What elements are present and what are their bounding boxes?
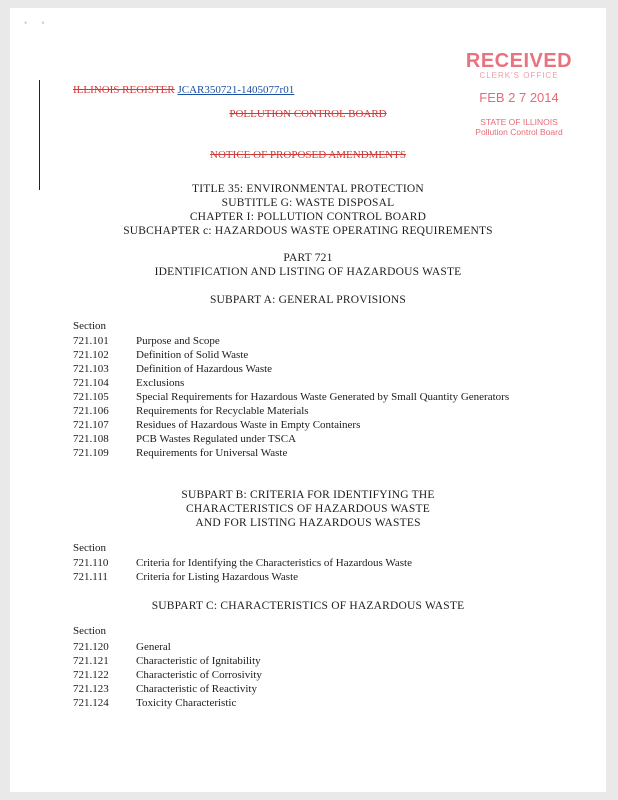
section-title: Criteria for Identifying the Characteristics of Hazardous Waste xyxy=(136,557,412,569)
title-heading xyxy=(10,182,606,238)
section-title: Characteristic of Reactivity xyxy=(136,683,257,695)
section-number: 721.123 xyxy=(73,683,109,695)
subpart-a-heading: SUBPART A: GENERAL PROVISIONS xyxy=(209,294,407,306)
subpart-b-heading-line-3: AND FOR LISTING HAZARDOUS WASTES xyxy=(195,517,421,529)
section-row[interactable] xyxy=(73,682,516,696)
section-number: 721.110 xyxy=(73,557,109,569)
section-title: Exclusions xyxy=(136,377,185,389)
received-stamp xyxy=(464,50,574,137)
section-title: Requirements for Recyclable Materials xyxy=(136,405,309,417)
section-title: Definition of Hazardous Waste xyxy=(136,363,273,375)
title-line-3: CHAPTER I: POLLUTION CONTROL BOARD xyxy=(189,211,427,223)
stamp-board: Pollution Control Board xyxy=(475,127,563,137)
section-title: Criteria for Listing Hazardous Waste xyxy=(136,571,299,583)
document-page xyxy=(10,8,606,792)
section-number: 721.105 xyxy=(73,391,109,403)
scan-smudge: • • xyxy=(24,18,51,28)
subpart-b-list xyxy=(73,556,516,584)
part-name: IDENTIFICATION AND LISTING OF HAZARDOUS WASTE xyxy=(154,266,462,278)
section-number: 721.121 xyxy=(73,655,109,667)
section-title: Characteristic of Corrosivity xyxy=(136,669,262,681)
jcar-code-link[interactable]: JCAR350721-1405077r01 xyxy=(177,84,295,96)
subpart-b-heading-line-2: CHARACTERISTICS OF HAZARDOUS WASTE xyxy=(186,503,430,515)
title-line-4: SUBCHAPTER c: HAZARDOUS WASTE OPERATING REQUIREMENTS xyxy=(123,225,493,237)
title-line-1: TITLE 35: ENVIRONMENTAL PROTECTION xyxy=(192,183,424,195)
section-number: 721.104 xyxy=(73,377,109,389)
section-title: General xyxy=(136,641,171,653)
register-header xyxy=(73,84,294,96)
subpart-a-list xyxy=(73,334,516,460)
section-row[interactable] xyxy=(73,376,516,390)
section-row[interactable] xyxy=(73,348,516,362)
subpart-b-heading-line-1: SUBPART B: CRITERIA FOR IDENTIFYING THE xyxy=(181,489,435,501)
section-number: 721.109 xyxy=(73,447,109,459)
section-title: Residues of Hazardous Waste in Empty Containers xyxy=(136,419,361,431)
section-title: Special Requirements for Hazardous Waste Generated by Small Quantity Generators xyxy=(136,391,510,403)
section-row[interactable] xyxy=(73,640,516,654)
section-title: Purpose and Scope xyxy=(136,335,220,347)
section-title: Characteristic of Ignitability xyxy=(136,655,261,667)
stamp-received: RECEIVED xyxy=(465,50,573,72)
stamp-state-block xyxy=(464,117,574,137)
board-name: POLLUTION CONTROL BOARD xyxy=(229,108,387,120)
section-row[interactable] xyxy=(73,432,516,446)
stamp-date: FEB 2 7 2014 xyxy=(479,90,559,105)
notice-title: NOTICE OF PROPOSED AMENDMENTS xyxy=(210,149,406,161)
register-name: ILLINOIS REGISTER xyxy=(73,84,175,96)
section-label-b: Section xyxy=(73,542,106,554)
section-row[interactable] xyxy=(73,334,516,348)
section-row[interactable] xyxy=(73,668,516,682)
section-number: 721.108 xyxy=(73,433,109,445)
stamp-clerk: CLERK'S OFFICE xyxy=(479,71,559,80)
part-heading xyxy=(10,251,606,279)
section-number: 721.102 xyxy=(73,349,109,361)
title-line-2: SUBTITLE G: WASTE DISPOSAL xyxy=(221,197,395,209)
section-title: PCB Wastes Regulated under TSCA xyxy=(136,433,297,445)
stamp-state: STATE OF ILLINOIS xyxy=(480,117,558,127)
section-row[interactable] xyxy=(73,362,516,376)
section-number: 721.101 xyxy=(73,335,109,347)
subpart-c-heading: SUBPART C: CHARACTERISTICS OF HAZARDOUS WASTE xyxy=(151,600,465,612)
section-label-a: Section xyxy=(73,320,106,332)
section-number: 721.122 xyxy=(73,669,109,681)
section-row[interactable] xyxy=(73,390,516,404)
section-title: Requirements for Universal Waste xyxy=(136,447,288,459)
section-number: 721.107 xyxy=(73,419,109,431)
section-row[interactable] xyxy=(73,696,516,710)
section-row[interactable] xyxy=(73,446,516,460)
section-title: Toxicity Characteristic xyxy=(136,697,237,709)
section-number: 721.106 xyxy=(73,405,109,417)
section-row[interactable] xyxy=(73,404,516,418)
section-number: 721.103 xyxy=(73,363,109,375)
section-title: Definition of Solid Waste xyxy=(136,349,249,361)
section-number: 721.111 xyxy=(73,571,108,583)
subpart-c-list xyxy=(73,640,516,710)
section-row[interactable] xyxy=(73,556,516,570)
subpart-b-heading xyxy=(10,488,606,530)
section-row[interactable] xyxy=(73,570,516,584)
section-label-c: Section xyxy=(73,625,106,637)
revision-margin-bar xyxy=(39,80,40,190)
section-row[interactable] xyxy=(73,654,516,668)
section-row[interactable] xyxy=(73,418,516,432)
part-number: PART 721 xyxy=(283,252,333,264)
section-number: 721.120 xyxy=(73,641,109,653)
section-number: 721.124 xyxy=(73,697,109,709)
